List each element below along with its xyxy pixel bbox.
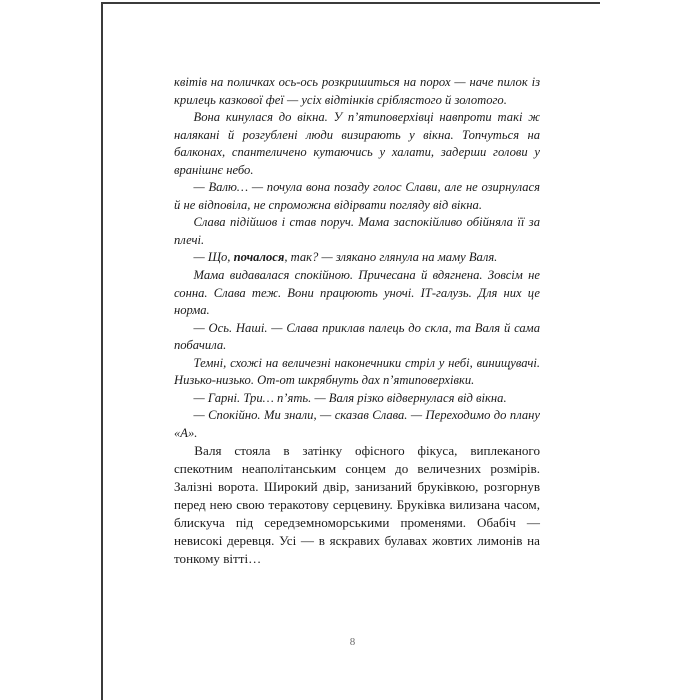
paragraph-1: квітів на поличках ось-ось розкришиться на порох — наче пилок із крилець казкової феї — усіх відтінків сріблястого й золотого. <box>174 75 540 107</box>
paragraph-5-emphasis: почалося <box>233 250 285 265</box>
paragraph-9: — Гарні. Три… п’ять. — Валя різко відвернулася від вікна. <box>193 390 507 405</box>
paragraph-5-suffix: , так? — злякано глянула на маму Валя. <box>284 250 498 265</box>
paragraph-11: Валя стояла в затінку офісного фікуса, виплеканого спекотним неаполітанським сонцем до величезних розмірів. Залізні ворота. Широкий двір, занизаний бруківкою, розгорнув перед нею свою теракотову серцевину. Бруківка вилизана часом, блискуча під середземноморськими променями. Обабіч — невисокі деревця. Усі — в яскравих булавах жовтих лимонів на тонкому вітті… <box>174 443 540 566</box>
paragraph-2: Вона кинулася до вікна. У п’ятиповерхівці навпроти такі ж налякані й розгублені люди визирають у вікна. Топчуться на балконах, спантеличено кутаючись у халати, задерши голови у вранішнє небо. <box>174 110 540 177</box>
book-page <box>101 2 600 700</box>
paragraph-10: — Спокійно. Ми знали, — сказав Слава. — Переходимо до плану «А». <box>174 408 540 440</box>
page-text-body <box>174 74 540 568</box>
paragraph-6: Мама видавалася спокійною. Причесана й вдягнена. Зовсім не сонна. Слава теж. Вони працюють уночі. ІТ-галузь. Для них це норма. <box>174 268 540 318</box>
paragraph-7: — Ось. Наші. — Слава приклав палець до скла, та Валя й сама побачила. <box>174 320 540 353</box>
paragraph-4: Слава підійшов і став поруч. Мама заспокійливо обійняла її за плечі. <box>174 215 540 247</box>
page-number: 8 <box>349 636 356 648</box>
paragraph-3: — Валю… — почула вона позаду голос Слави, але не озирнулася й не відповіла, не спроможна відірвати погляду від вікна. <box>174 180 540 212</box>
paragraph-5-prefix: — Що, <box>193 250 234 265</box>
paragraph-5 <box>174 249 540 267</box>
paragraph-8: Темні, схожі на величезні наконечники стріл у небі, винищувачі. Низько-низько. От-от шкрябнуть дах п’ятиповерхівки. <box>174 355 540 388</box>
